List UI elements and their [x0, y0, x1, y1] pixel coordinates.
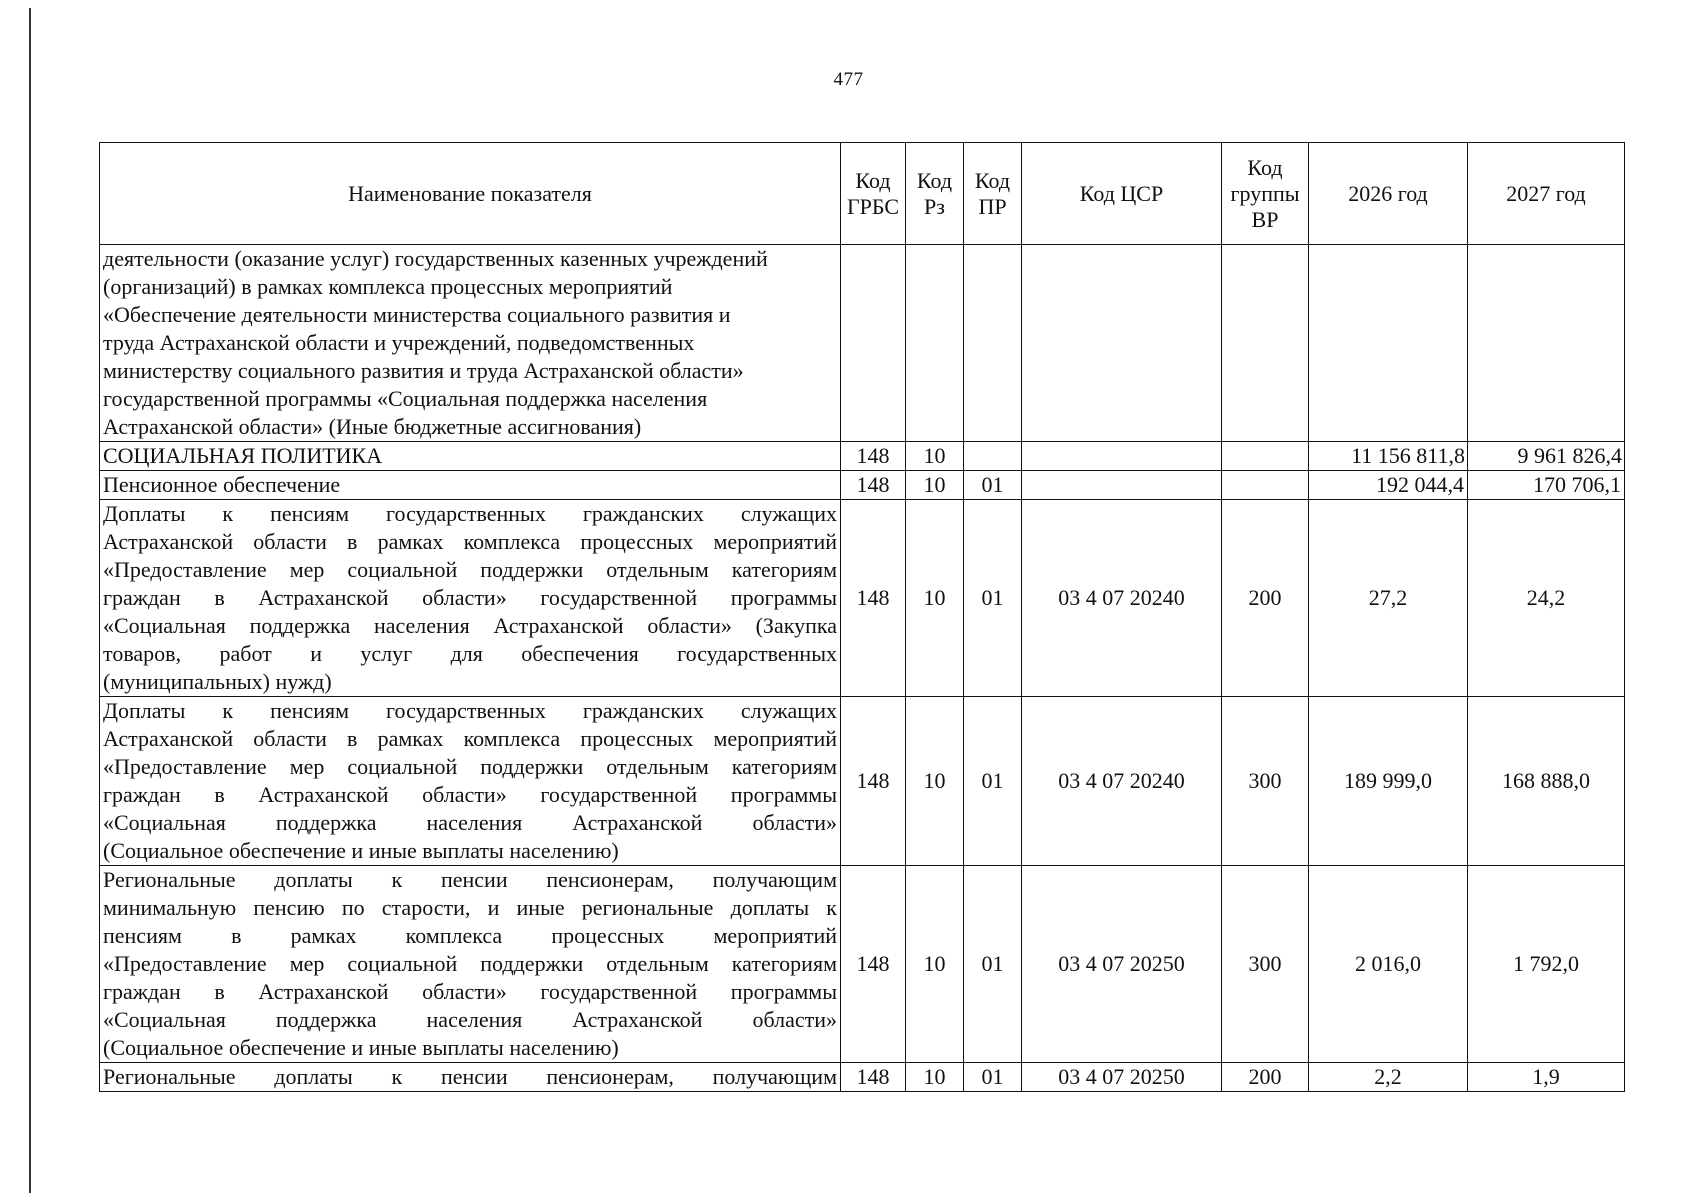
header-2027: 2027 год	[1468, 143, 1625, 245]
cell-2027: 9 961 826,4	[1468, 442, 1625, 471]
row-name	[100, 471, 841, 500]
cell-2027	[1468, 245, 1625, 442]
row-name-line: «Социальная поддержка населения Астраханской области»	[103, 810, 837, 835]
header-csr: Код ЦСР	[1022, 143, 1222, 245]
header-pr-line: ПР	[978, 193, 1007, 219]
header-grbs-line: Код	[855, 167, 891, 193]
header-vr	[1222, 143, 1309, 245]
cell-grbs: 148	[841, 697, 906, 866]
cell-2026: 189 999,0	[1309, 697, 1468, 866]
header-grbs	[841, 143, 906, 245]
row-name-line: «Социальная поддержка населения Астраханской области»	[103, 1007, 837, 1032]
header-rz	[906, 143, 964, 245]
row-name-line: Региональные доплаты к пенсии пенсионерам, получающим	[103, 1064, 837, 1089]
row-name-line: граждан в Астраханской области» государственной программы	[103, 585, 837, 610]
row-name-line: СОЦИАЛЬНАЯ ПОЛИТИКА	[103, 443, 383, 468]
cell-rz: 10	[906, 500, 964, 697]
cell-csr	[1022, 471, 1222, 500]
cell-2026: 11 156 811,8	[1309, 442, 1468, 471]
cell-grbs: 148	[841, 500, 906, 697]
cell-csr	[1022, 442, 1222, 471]
table-header-row	[100, 143, 1625, 245]
row-name-line: Доплаты к пенсиям государственных гражданских служащих	[103, 501, 837, 526]
cell-csr: 03 4 07 20250	[1022, 1063, 1222, 1092]
page-number: 477	[833, 69, 864, 90]
row-name-line: минимальную пенсию по старости, и иные региональные доплаты к	[103, 895, 837, 920]
cell-2027: 170 706,1	[1468, 471, 1625, 500]
row-name-line: Астраханской области в рамках комплекса процессных мероприятий	[103, 726, 837, 751]
row-name-line: «Социальная поддержка населения Астраханской области» (Закупка	[103, 613, 837, 638]
row-name-line: «Предоставление мер социальной поддержки отдельным категориям	[103, 754, 837, 779]
header-pr-line: Код	[974, 167, 1011, 193]
cell-vr	[1222, 471, 1309, 500]
cell-pr: 01	[964, 471, 1022, 500]
row-name-line: Пенсионное обеспечение	[103, 472, 341, 497]
row-name-line: (муниципальных) нужд)	[103, 669, 332, 694]
row-name-line: министерству социального развития и труда Астраханской области»	[103, 358, 744, 383]
cell-rz: 10	[906, 866, 964, 1063]
table-row	[100, 245, 1625, 442]
table-row	[100, 866, 1625, 1063]
row-name-line: (Социальное обеспечение и иные выплаты населению)	[103, 838, 619, 863]
cell-vr	[1222, 245, 1309, 442]
cell-grbs	[841, 245, 906, 442]
row-name-line: (Социальное обеспечение и иные выплаты населению)	[103, 1035, 619, 1060]
cell-2026: 27,2	[1309, 500, 1468, 697]
row-name-line: Региональные доплаты к пенсии пенсионерам, получающим	[103, 867, 837, 892]
row-name-line: «Обеспечение деятельности министерства социального развития и	[103, 302, 731, 327]
budget-table	[99, 142, 1625, 1092]
row-name-line: «Предоставление мер социальной поддержки отдельным категориям	[103, 557, 837, 582]
row-name	[100, 245, 841, 442]
cell-pr	[964, 245, 1022, 442]
row-name-line: Астраханской области» (Иные бюджетные ассигнования)	[103, 414, 642, 439]
cell-csr	[1022, 245, 1222, 442]
header-name: Наименование показателя	[100, 143, 841, 245]
cell-pr: 01	[964, 500, 1022, 697]
cell-rz: 10	[906, 471, 964, 500]
cell-vr: 200	[1222, 1063, 1309, 1092]
left-margin-line	[29, 8, 31, 1193]
cell-pr: 01	[964, 697, 1022, 866]
row-name-line: Доплаты к пенсиям государственных гражданских служащих	[103, 698, 837, 723]
row-name-line: товаров, работ и услуг для обеспечения государственных	[103, 641, 837, 666]
header-rz-line: Рз	[924, 193, 945, 219]
row-name-line: пенсиям в рамках комплекса процессных мероприятий	[103, 923, 837, 948]
cell-grbs: 148	[841, 442, 906, 471]
table-row	[100, 500, 1625, 697]
cell-csr: 03 4 07 20240	[1022, 500, 1222, 697]
cell-grbs: 148	[841, 1063, 906, 1092]
cell-grbs: 148	[841, 471, 906, 500]
cell-pr: 01	[964, 866, 1022, 1063]
cell-rz: 10	[906, 442, 964, 471]
cell-2027: 168 888,0	[1468, 697, 1625, 866]
cell-2026: 192 044,4	[1309, 471, 1468, 500]
row-name	[100, 697, 841, 866]
row-name	[100, 500, 841, 697]
row-name-line: (организаций) в рамках комплекса процессных мероприятий	[103, 274, 673, 299]
table-row	[100, 442, 1625, 471]
cell-2027: 1 792,0	[1468, 866, 1625, 1063]
row-name-line: «Предоставление мер социальной поддержки отдельным категориям	[103, 951, 837, 976]
row-name-line: Астраханской области в рамках комплекса процессных мероприятий	[103, 529, 837, 554]
header-vr-line: Код	[1247, 154, 1283, 180]
row-name-line: деятельности (оказание услуг) государственных казенных учреждений	[103, 246, 768, 271]
cell-csr: 03 4 07 20240	[1022, 697, 1222, 866]
cell-2026: 2 016,0	[1309, 866, 1468, 1063]
cell-csr: 03 4 07 20250	[1022, 866, 1222, 1063]
cell-vr: 200	[1222, 500, 1309, 697]
header-2026: 2026 год	[1309, 143, 1468, 245]
cell-pr: 01	[964, 1063, 1022, 1092]
row-name	[100, 442, 841, 471]
cell-2027: 1,9	[1468, 1063, 1625, 1092]
row-name-line: государственной программы «Социальная поддержка населения	[103, 386, 708, 411]
cell-rz: 10	[906, 1063, 964, 1092]
cell-2026: 2,2	[1309, 1063, 1468, 1092]
cell-pr	[964, 442, 1022, 471]
row-name-line: труда Астраханской области и учреждений, подведомственных	[103, 330, 695, 355]
header-vr-line: группы	[1230, 180, 1300, 206]
row-name	[100, 1063, 841, 1092]
cell-grbs: 148	[841, 866, 906, 1063]
row-name-line: граждан в Астраханской области» государственной программы	[103, 782, 837, 807]
table-row	[100, 471, 1625, 500]
cell-vr: 300	[1222, 697, 1309, 866]
cell-rz: 10	[906, 697, 964, 866]
cell-2026	[1309, 245, 1468, 442]
table-row	[100, 697, 1625, 866]
header-rz-line: Код	[916, 167, 953, 193]
row-name	[100, 866, 841, 1063]
header-vr-line: ВР	[1251, 206, 1279, 232]
row-name-line: граждан в Астраханской области» государственной программы	[103, 979, 837, 1004]
cell-2027: 24,2	[1468, 500, 1625, 697]
cell-rz	[906, 245, 964, 442]
cell-vr: 300	[1222, 866, 1309, 1063]
cell-vr	[1222, 442, 1309, 471]
header-pr	[964, 143, 1022, 245]
header-grbs-line: ГРБС	[846, 193, 900, 219]
table-row	[100, 1063, 1625, 1092]
